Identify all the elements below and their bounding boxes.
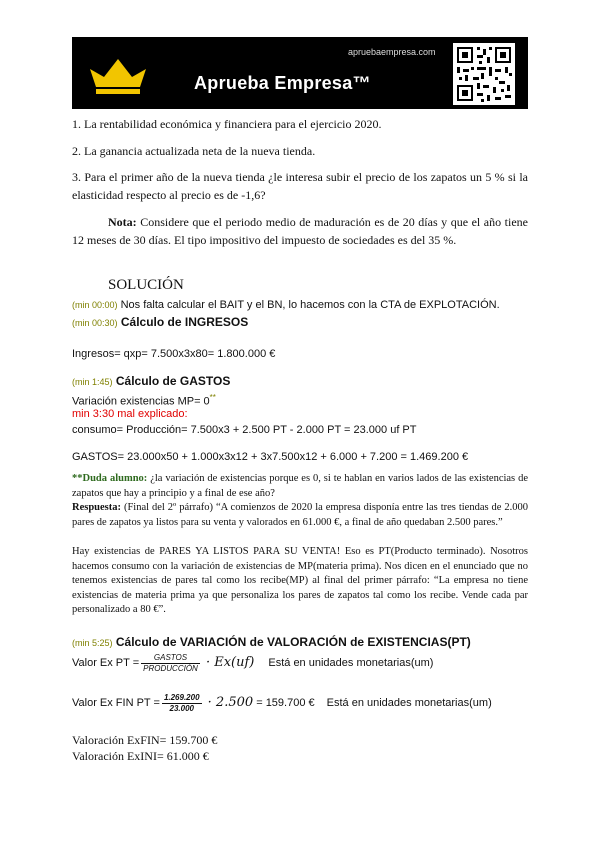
formula1-num: GASTOS [141, 653, 200, 664]
heading-variacion-text: Cálculo de VARIACIÓN de VALORACIÓN de EXISTENCIAS(PT) [112, 635, 471, 649]
formula2-result: = 159.700 € [253, 697, 315, 709]
variacion-text: Variación existencias MP= 0 [72, 395, 210, 408]
question-1: 1. La rentabilidad económica y financiera para el ejercicio 2020. [72, 117, 382, 131]
line-0000-text: Nos falta calcular el BAIT y el BN, lo hacemos con la CTA de EXPLOTACIÓN. [117, 299, 500, 311]
formula1-suffix: · Ex(uf) [201, 655, 255, 670]
header-banner [72, 37, 528, 109]
duda-question [72, 472, 528, 501]
note-paragraph [72, 213, 528, 249]
formula1-fraction [141, 653, 200, 674]
valoracion-fin: Valoración ExFIN= 159.700 € [72, 733, 218, 747]
answer-label: Respuesta: [72, 502, 121, 513]
formula1-note: Está en unidades monetarias(um) [268, 657, 434, 669]
formula1-den: PRODUCCIÓN [143, 663, 198, 673]
ingresos-line: Ingresos= qxp= 7.500x3x80= 1.800.000 € [72, 348, 276, 360]
formula-valor-ex-pt [72, 650, 528, 676]
qr-code-icon [453, 43, 515, 105]
formula2-fraction [162, 693, 202, 714]
timestamp: (min 1:45) [72, 377, 113, 387]
line-0000 [72, 296, 528, 314]
formula1-prefix: Valor Ex PT = [72, 657, 140, 669]
duda-question-text: ¿la variación de existencias porque es 0, si te hablan en varios lados de las existencias de zapatos que hay a principio y a final de ese año? [72, 473, 528, 499]
formula2-num: 1.269.200 [163, 692, 200, 702]
heading-ingresos-text: Cálculo de INGRESOS [117, 315, 249, 329]
min330-note: min 3:30 mal explicado: [72, 408, 188, 420]
website-url: apruebaempresa.com [348, 47, 436, 57]
duda-label: **Duda alumno: [72, 473, 148, 484]
heading-ingresos [72, 313, 528, 332]
formula2-mid: · 2.500 [203, 695, 254, 710]
question-3: 3. Para el primer año de la nueva tienda ¿le interesa subir el precio de los zapatos un 5 % si la elasticidad respecto al precio es de -1,6? [72, 170, 528, 202]
formula2-note: Está en unidades monetarias(um) [326, 697, 492, 709]
formula2-prefix: Valor Ex FIN PT = [72, 697, 160, 709]
duda-explanation: Hay existencias de PARES YA LISTOS PARA SU VENTA! Eso es PT(Producto terminado). Nosotros hacemos consumo con la variación de existencias de MP(materia prima). Nos dicen en el enunciado que no tenemos existencias de pares tal como los recibe(MP) al final del primer párrafo: “La empresa no tiene existencias de materia prima ya que personaliza los pares de zapatos tal como los recibe. Vende cada par personalizado a 80 €”. [72, 546, 528, 615]
consumo-line: consumo= Producción= 7.500x3 + 2.500 PT - 2.000 PT = 23.000 uf PT [72, 424, 417, 436]
note-label: Nota: [108, 215, 137, 229]
formula2-den: 23.000 [169, 703, 194, 713]
solution-title: SOLUCIÓN [108, 277, 184, 293]
heading-gastos-text: Cálculo de GASTOS [112, 374, 231, 388]
duda-answer [72, 501, 528, 530]
question-2: 2. La ganancia actualizada neta de la nueva tienda. [72, 144, 316, 158]
crown-logo-icon [86, 55, 150, 95]
answer-text: (Final del 2º párrafo) “A comienzos de 2020 la empresa disponía entre las tres tiendas de 2.000 pares de zapatos ya listos para su venta y valorados en 61.000 €, a final de año quedaban 2.500 pares.” [72, 502, 528, 528]
valoracion-ini: Valoración ExINI= 61.000 € [72, 749, 209, 763]
brand-name: Aprueba Empresa™ [194, 73, 371, 93]
timestamp: (min 00:30) [72, 318, 118, 328]
variacion-mark: ** [209, 393, 216, 402]
formula-valor-ex-fin [72, 690, 528, 716]
timestamp: (min 5:25) [72, 638, 113, 648]
timestamp: (min 00:00) [72, 300, 118, 310]
gastos-line: GASTOS= 23.000x50 + 1.000x3x12 + 3x7.500x12 + 6.000 + 7.200 = 1.469.200 € [72, 451, 469, 463]
note-text: Considere que el periodo medio de maduración es de 20 días y que el año tiene 12 meses de 30 días. El tipo impositivo del impuesto de sociedades es del 35 %. [72, 215, 528, 247]
